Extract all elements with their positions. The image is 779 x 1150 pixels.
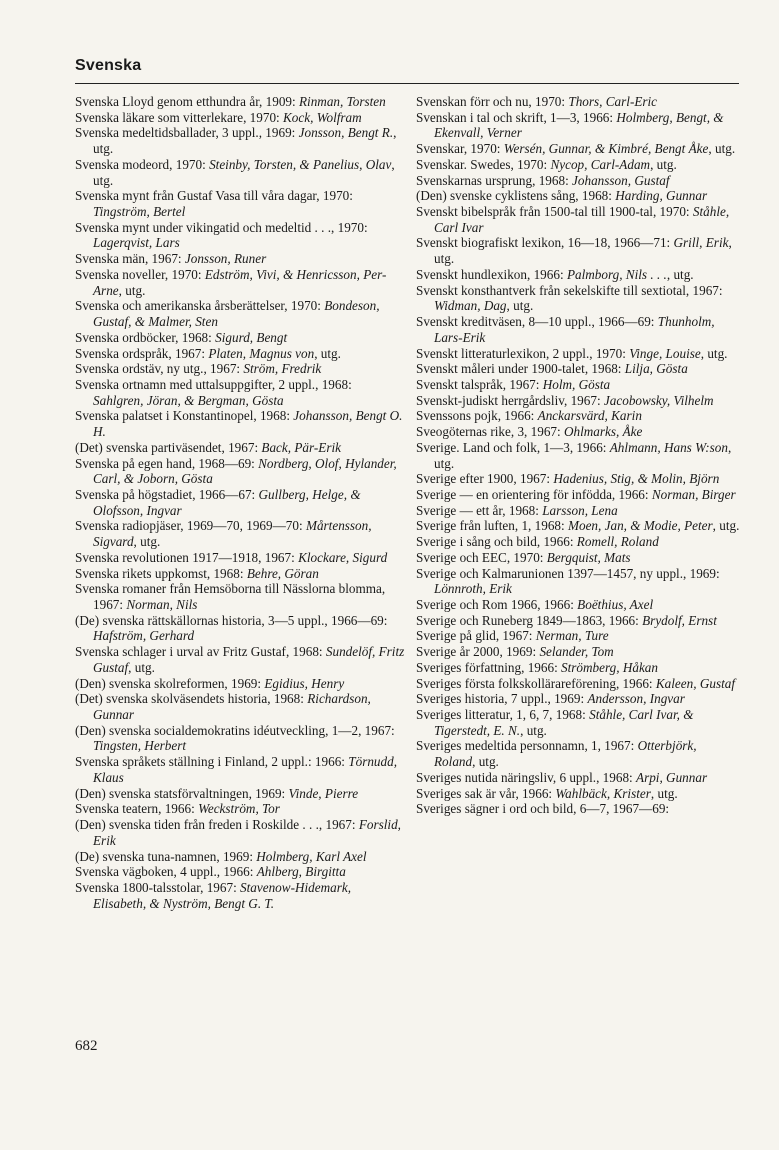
entry-author: Tingström, Bertel xyxy=(93,204,186,220)
entry-author: Rinman, Torsten xyxy=(298,94,386,109)
index-entry xyxy=(416,566,741,597)
entry-suffix: , utg. xyxy=(700,345,728,361)
entry-author: Jonsson, Bengt R. xyxy=(298,125,394,141)
entry-author: Platen, Magnus von xyxy=(208,345,315,361)
entry-title: Svenska ordspråk, 1967: xyxy=(75,345,209,361)
index-entry xyxy=(416,660,741,676)
entry-title: Svenskan i tal och skrift, 1—3, 1966: xyxy=(416,109,617,125)
index-entry xyxy=(75,786,405,802)
entry-suffix: , utg. xyxy=(93,125,397,157)
entry-author: Forslid, Erik xyxy=(93,817,401,848)
entry-title: Sverige och Rom 1966, 1966: xyxy=(416,597,578,612)
entry-author: Vinge, Louise xyxy=(629,345,701,361)
entry-title: Svenska ordstäv, ny utg., 1967: xyxy=(75,361,244,377)
index-entry xyxy=(416,440,741,471)
entry-author: Jonsson, Runer xyxy=(184,251,267,267)
index-entry xyxy=(75,880,405,911)
entry-author: Norman, Birger xyxy=(651,486,736,502)
index-entry xyxy=(75,125,405,156)
entry-author: Selander, Tom xyxy=(539,644,614,660)
entry-title: Svenska män, 1967: xyxy=(75,251,185,267)
entry-suffix: , utg. xyxy=(506,298,534,314)
entry-title: Svenska teatern, 1966: xyxy=(75,801,199,817)
entry-author: Nerman, Ture xyxy=(535,628,609,644)
index-entry xyxy=(416,676,741,692)
entry-title: Sverige och Runeberg 1849—1863, 1966: xyxy=(416,612,643,628)
entry-suffix: , utg. xyxy=(520,722,547,738)
entry-suffix: , utg. xyxy=(434,235,732,267)
entry-suffix: , utg. xyxy=(650,156,677,172)
entry-title: Svenska revolutionen 1917—1918, 1967: xyxy=(75,549,299,565)
entry-author: Holmberg, Karl Axel xyxy=(256,848,367,864)
entry-title: Svenskt konsthantverk från sekelskifte till sextiotal, 1967: xyxy=(416,282,723,298)
entry-author: Boëthius, Axel xyxy=(577,597,654,612)
entry-title: Svenska radiopjäser, 1969—70, 1969—70: xyxy=(75,518,306,534)
entry-author: Behre, Göran xyxy=(246,565,319,581)
entry-author: Otterbjörk, Roland xyxy=(434,738,697,770)
index-entry xyxy=(416,707,741,738)
entry-title: Sverige från luften, 1, 1968: xyxy=(416,518,568,534)
index-entry xyxy=(416,235,741,266)
index-entry xyxy=(416,377,741,393)
entry-title: Sveriges nutida näringsliv, 6 uppl., 1968: xyxy=(416,769,637,785)
index-entry xyxy=(416,597,741,613)
index-entry xyxy=(75,849,405,865)
entry-suffix: , utg. xyxy=(712,518,740,534)
entry-title: (Den) svenska statsförvaltningen, 1969: xyxy=(75,785,289,801)
entry-suffix: , utg. xyxy=(708,141,736,157)
index-entry xyxy=(75,754,405,785)
entry-author: Kock, Wolfram xyxy=(283,109,362,125)
entry-author: Vinde, Pierre xyxy=(288,785,359,801)
entry-author: Harding, Gunnar xyxy=(615,188,708,204)
index-entry xyxy=(75,487,405,518)
entry-suffix: , utg. xyxy=(133,534,161,550)
entry-author: Thors, Carl-Eric xyxy=(568,94,658,109)
index-entry xyxy=(416,487,741,503)
index-column-right xyxy=(416,94,741,817)
index-entry xyxy=(75,817,405,848)
index-entry xyxy=(75,188,405,219)
entry-title: Sveriges litteratur, 1, 6, 7, 1968: xyxy=(416,707,590,723)
entry-author: Wahlbäck, Krister xyxy=(555,785,651,801)
index-entry xyxy=(75,518,405,549)
entry-title: Svenskt bibelspråk från 1500-tal till 1900-tal, 1970: xyxy=(416,204,693,220)
entry-author: Romell, Roland xyxy=(576,534,659,550)
entry-suffix: , utg. xyxy=(93,156,395,188)
index-entry xyxy=(416,801,741,817)
entry-title: Svenskt-judiskt herrgårdsliv, 1967: xyxy=(416,392,604,408)
index-entry xyxy=(75,644,405,675)
index-entry xyxy=(416,346,741,362)
entry-title: Sverige och EEC, 1970: xyxy=(416,549,547,565)
index-entry xyxy=(416,691,741,707)
entry-author: Arpi, Gunnar xyxy=(636,769,708,785)
index-entry xyxy=(416,613,741,629)
entry-title: Svenska vägboken, 4 uppl., 1966: xyxy=(75,864,257,880)
entry-title: Sveriges sägner i ord och bild, 6—7, 1967—69: xyxy=(416,801,670,817)
index-entry xyxy=(75,723,405,754)
entry-title: Sverige efter 1900, 1967: xyxy=(416,471,554,487)
entry-title: (De) svenska rättskällornas historia, 3—5 uppl., 1966—69: xyxy=(75,612,388,628)
entry-author: Nycop, Carl-Adam xyxy=(550,156,651,172)
entry-title: (Den) svenske cyklistens sång, 1968: xyxy=(416,188,616,204)
entry-title: (Den) svenska tiden från freden i Roskilde . . ., 1967: xyxy=(75,817,359,833)
index-entry xyxy=(416,314,741,345)
index-entry xyxy=(416,361,741,377)
index-entry xyxy=(75,408,405,439)
entry-title: Sverige — en orientering för infödda, 1966: xyxy=(416,486,652,502)
index-column-left xyxy=(75,94,405,911)
entry-author: Ahlmann, Hans W:son xyxy=(609,439,728,455)
entry-suffix: , utg. xyxy=(128,659,155,675)
entry-author: Gullberg, Helge, & Olofsson, Ingvar xyxy=(93,486,361,518)
entry-author: Kaleen, Gustaf xyxy=(655,675,735,691)
entry-title: Svenskt biografiskt lexikon, 16—18, 1966—71: xyxy=(416,235,674,251)
entry-author: Bergquist, Mats xyxy=(546,549,631,565)
entry-title: Svenska mynt under vikingatid och medeltid . . ., 1970: xyxy=(75,219,368,235)
entry-title: Svenska Lloyd genom etthundra år, 1909: xyxy=(75,94,299,109)
index-entry xyxy=(75,251,405,267)
entry-author: Lilja, Gösta xyxy=(624,361,688,377)
entry-author: Ståhle, Carl Ivar xyxy=(434,204,730,235)
entry-author: Ohlmarks, Åke xyxy=(563,424,643,440)
entry-author: Johansson, Gustaf xyxy=(572,172,670,188)
index-entry xyxy=(75,440,405,456)
entry-title: Sveriges sak är vår, 1966: xyxy=(416,785,556,801)
entry-title: Svenska läkare som vitterlekare, 1970: xyxy=(75,109,284,125)
entry-author: Palmborg, Nils . . . xyxy=(566,266,667,282)
entry-author: Strömberg, Håkan xyxy=(561,659,658,675)
index-entry xyxy=(75,110,405,126)
entry-title: Svenskt hundlexikon, 1966: xyxy=(416,266,567,282)
entry-author: Sahlgren, Jöran, & Bergman, Gösta xyxy=(93,392,284,408)
index-entry xyxy=(75,676,405,692)
index-entry xyxy=(416,393,741,409)
index-entry xyxy=(75,298,405,329)
index-entry xyxy=(416,204,741,235)
entry-title: Svenska ortnamn med uttalsuppgifter, 2 uppl., 1968: xyxy=(75,376,352,392)
entry-title: (Det) svenska skolväsendets historia, 1968: xyxy=(75,691,308,707)
entry-author: Weckström, Tor xyxy=(198,801,280,817)
entry-author: Steinby, Torsten, & Panelius, Olav xyxy=(209,156,392,172)
entry-author: Andersson, Ingvar xyxy=(587,691,685,707)
entry-author: Ståhle, Carl Ivar, & Tigerstedt, E. N. xyxy=(434,707,694,738)
index-entry xyxy=(416,267,741,283)
entry-title: Sveriges första folkskollärareförening, 1966: xyxy=(416,675,656,691)
entry-title: Svenska modeord, 1970: xyxy=(75,156,210,172)
entry-title: Sveriges historia, 7 uppl., 1969: xyxy=(416,691,588,707)
entry-title: Svenskt kreditväsen, 8—10 uppl., 1966—69: xyxy=(416,314,658,330)
index-entry xyxy=(75,377,405,408)
entry-title: Svenska romaner från Hemsöborna till Nässlorna blomma, 1967: xyxy=(75,581,386,612)
index-entry xyxy=(75,566,405,582)
entry-author: Stavenow-Hidemark, Elisabeth, & Nyström, Bengt G. T. xyxy=(93,879,351,911)
entry-author: Tingsten, Herbert xyxy=(93,738,187,754)
entry-author: Richardson, Gunnar xyxy=(93,691,371,723)
entry-author: Egidius, Henry xyxy=(264,675,345,691)
entry-title: Svenska rikets uppkomst, 1968: xyxy=(75,565,247,581)
entry-title: Svenskar. Swedes, 1970: xyxy=(416,156,551,172)
entry-author: Holm, Gösta xyxy=(542,376,611,392)
entry-title: Sverige år 2000, 1969: xyxy=(416,644,540,660)
entry-author: Jacobowsky, Vilhelm xyxy=(603,392,714,408)
entry-title: Svenskt måleri under 1900-talet, 1968: xyxy=(416,361,625,377)
entry-title: Sveriges medeltida personnamn, 1, 1967: xyxy=(416,738,638,754)
index-entry xyxy=(75,267,405,298)
entry-title: Svenskt litteraturlexikon, 2 uppl., 1970: xyxy=(416,345,630,361)
entry-author: Ström, Fredrik xyxy=(243,361,322,377)
index-entry xyxy=(75,691,405,722)
index-entry xyxy=(416,94,741,110)
index-entry xyxy=(416,141,741,157)
entry-author: Anckarsvärd, Karin xyxy=(537,408,642,424)
entry-title: Svenska ordböcker, 1968: xyxy=(75,329,216,345)
index-entry xyxy=(416,628,741,644)
entry-author: Wersén, Gunnar, & Kimbré, Bengt Åke xyxy=(503,141,709,157)
entry-author: Brydolf, Ernst xyxy=(642,612,717,628)
entry-author: Sundelöf, Fritz Gustaf xyxy=(93,644,405,675)
entry-author: Lagerqvist, Lars xyxy=(93,235,180,251)
index-entry xyxy=(75,581,405,612)
entry-title: Svenska och amerikanska årsberättelser, 1970: xyxy=(75,298,325,314)
index-entry xyxy=(416,408,741,424)
entry-author: Hadenius, Stig, & Molin, Björn xyxy=(553,471,720,487)
entry-title: Svenska 1800-talsstolar, 1967: xyxy=(75,879,241,895)
entry-author: Widman, Dag xyxy=(434,298,507,314)
index-entry xyxy=(416,534,741,550)
entry-suffix: , utg. xyxy=(666,266,694,282)
entry-author: Törnudd, Klaus xyxy=(93,754,397,785)
entry-title: Sverige i sång och bild, 1966: xyxy=(416,534,577,550)
entry-author: Holmberg, Bengt, & Ekenvall, Verner xyxy=(434,109,724,141)
entry-title: Svenska medeltidsballader, 3 uppl., 1969: xyxy=(75,125,299,141)
index-entry xyxy=(416,644,741,660)
entry-author: Sigurd, Bengt xyxy=(215,329,288,345)
entry-title: Svenskan förr och nu, 1970: xyxy=(416,94,569,109)
entry-title: Sverige — ett år, 1968: xyxy=(416,502,543,518)
entry-author: Mårtensson, Sigvard xyxy=(93,518,372,550)
entry-title: Svenskar, 1970: xyxy=(416,141,504,157)
entry-title: Svenskt talspråk, 1967: xyxy=(416,376,543,392)
index-entry xyxy=(416,738,741,769)
index-entry xyxy=(75,550,405,566)
entry-title: Sverige och Kalmarunionen 1397—1457, ny uppl., 1969: xyxy=(416,565,720,581)
entry-title: Sverige. Land och folk, 1—3, 1966: xyxy=(416,439,610,455)
entry-author: Moen, Jan, & Modie, Peter xyxy=(568,518,713,534)
entry-title: Svenssons pojk, 1966: xyxy=(416,408,538,424)
entry-title: Svenska språkets ställning i Finland, 2 uppl.: 1966: xyxy=(75,754,349,770)
entry-title: Sveogöternas rike, 3, 1967: xyxy=(416,424,564,440)
entry-title: (De) svenska tuna-namnen, 1969: xyxy=(75,848,257,864)
entry-author: Bondeson, Gustaf, & Malmer, Sten xyxy=(93,298,380,330)
entry-author: Nordberg, Olof, Hylander, Carl, & Joborn, Gösta xyxy=(93,455,397,487)
entry-author: Johansson, Bengt O. H. xyxy=(93,408,403,440)
index-entry xyxy=(416,518,741,534)
entry-author: Klockare, Sigurd xyxy=(298,549,388,565)
entry-title: Svenskarnas ursprung, 1968: xyxy=(416,172,573,188)
entry-author: Back, Pär-Erik xyxy=(261,439,341,455)
header-rule xyxy=(75,83,739,84)
index-entry xyxy=(416,188,741,204)
entry-suffix: , utg. xyxy=(650,785,678,801)
entry-author: Larsson, Lena xyxy=(542,502,618,518)
index-entry xyxy=(416,503,741,519)
entry-author: Norman, Nils xyxy=(126,597,198,612)
running-header: Svenska xyxy=(75,57,142,74)
entry-author: Thunholm, Lars-Erik xyxy=(434,314,715,345)
entry-title: Svenska på egen hand, 1968—69: xyxy=(75,455,259,471)
entry-title: Sveriges författning, 1966: xyxy=(416,659,562,675)
entry-suffix: , utg. xyxy=(434,439,732,471)
entry-title: (Den) svenska skolreformen, 1969: xyxy=(75,675,265,691)
index-entry xyxy=(75,801,405,817)
entry-title: Svenska mynt från Gustaf Vasa till våra dagar, 1970: xyxy=(75,188,353,204)
index-entry xyxy=(416,786,741,802)
index-entry xyxy=(75,346,405,362)
entry-title: Sverige på glid, 1967: xyxy=(416,628,536,644)
index-entry xyxy=(75,456,405,487)
index-entry xyxy=(75,220,405,251)
index-entry xyxy=(75,157,405,188)
entry-author: Grill, Erik xyxy=(673,235,729,251)
entry-title: (Det) svenska partiväsendet, 1967: xyxy=(75,439,262,455)
entry-title: (Den) svenska socialdemokratins idéutveckling, 1—2, 1967: xyxy=(75,722,395,738)
index-entry xyxy=(75,361,405,377)
index-entry xyxy=(416,283,741,314)
index-entry xyxy=(75,864,405,880)
entry-suffix: , utg. xyxy=(314,345,341,361)
index-entry xyxy=(416,173,741,189)
entry-author: Lönnroth, Erik xyxy=(434,581,512,597)
index-entry xyxy=(416,550,741,566)
page-number: 682 xyxy=(75,1038,98,1054)
entry-author: Ahlberg, Birgitta xyxy=(256,864,346,880)
index-entry xyxy=(75,330,405,346)
index-entry xyxy=(416,770,741,786)
entry-title: Svenska noveller, 1970: xyxy=(75,266,205,282)
index-entry xyxy=(416,110,741,141)
index-entry xyxy=(416,157,741,173)
index-entry xyxy=(416,471,741,487)
entry-title: Svenska palatset i Konstantinopel, 1968: xyxy=(75,408,294,424)
entry-author: Hafström, Gerhard xyxy=(93,628,195,644)
entry-title: Svenska schlager i urval av Fritz Gustaf, 1968: xyxy=(75,644,326,660)
index-entry xyxy=(75,94,405,110)
entry-author: Edström, Vivi, & Henricsson, Per-Arne xyxy=(93,266,387,298)
entry-title: Svenska på högstadiet, 1966—67: xyxy=(75,486,259,502)
index-entry xyxy=(75,613,405,644)
index-entry xyxy=(416,424,741,440)
entry-suffix: , utg. xyxy=(118,282,146,298)
entry-suffix: , utg. xyxy=(472,754,499,770)
